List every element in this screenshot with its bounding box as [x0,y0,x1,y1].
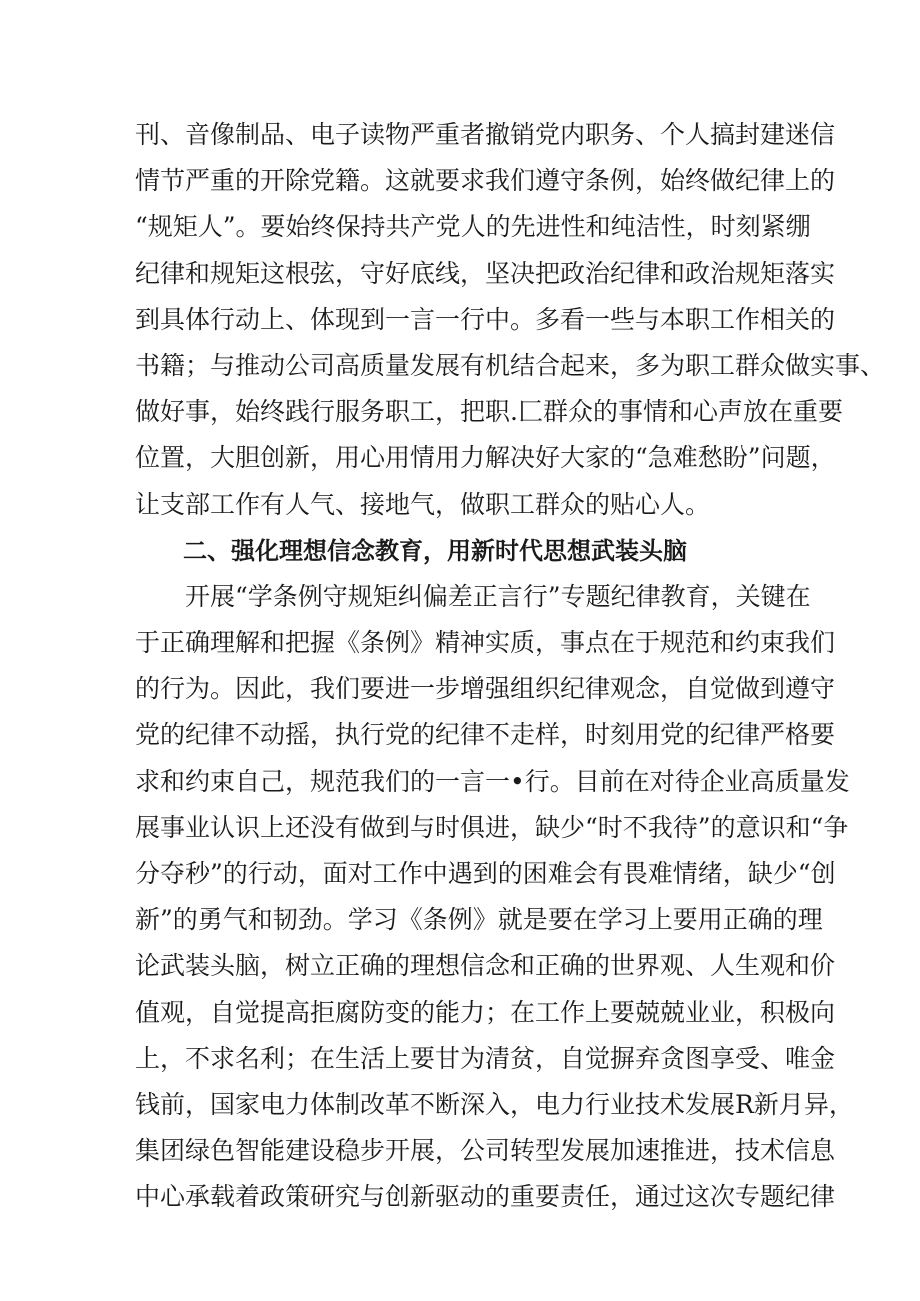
text-line: 党的纪律不动摇，执行党的纪律不走样，时刻用党的纪律严格要 [135,720,836,750]
document-body [135,112,886,1221]
text-line: 位置，大胆创新，用心用情用力解决好大家的“急难愁盼”问题， [135,443,836,473]
text-line: 中心承载着政策研究与创新驱动的重要责任，通过这次专题纪律 [135,1182,836,1212]
text-line: 的行为。因此，我们要进一步增强组织纪律观念，自觉做到遵守 [135,674,836,704]
text-line: 开展“学条例守规矩纠偏差正言行”专题纪律教育，关键在 [185,581,811,611]
text-line: 论武装头脑，树立正确的理想信念和正确的世界观、人生观和价 [135,951,836,981]
text-line: 值观，自觉提高拒腐防变的能力；在工作上要兢兢业业，积极向 [135,997,836,1027]
text-line: 钱前，国家电力体制改革不断深入，电力行业技术发展R新月异， [135,1089,854,1119]
text-line: 纪律和规矩这根弦，守好底线，坚决把政治纪律和政治规矩落实 [135,258,836,288]
text-line: 让支部工作有人气、接地气，做职工群众的贴心人。 [135,489,711,519]
text-line: 上，不求名利；在生活上要甘为清贫，自觉摒弃贪图享受、唯金 [135,1043,836,1073]
text-line: 集团绿色智能建设稳步开展，公司转型发展加速推进，技术信息 [135,1136,836,1166]
text-line: 书籍；与推动公司高质量发展有机结合起来，多为职工群众做实事、 [135,350,886,380]
section-heading: 二、强化理想信念教育，用新时代思想武装头脑 [183,536,687,565]
text-line: 做好事，始终践行服务职工，把职.匚群众的事情和心声放在重要 [135,397,843,427]
text-line: 分夺秒”的行动，面对工作中遇到的困难会有畏难情绪，缺少“创 [135,859,836,888]
text-line: 新”的勇气和韧劲。学习《条例》就是要在学习上要用正确的理 [135,905,823,935]
text-line: “规矩人”。要始终保持共产党人的先进性和纯洁性，时刻紧绷 [135,212,811,242]
text-line: 刊、音像制品、电子读物严重者撤销党内职务、个人搞封建迷信 [135,120,836,149]
text-line: 于正确理解和把握《条例》精神实质，事点在于规范和约束我们 [135,628,836,658]
text-line: 展事业认识上还没有做到与时俱进，缺少“时不我待”的意识和“争 [135,812,849,842]
text-line: 情节严重的开除党籍。这就要求我们遵守条例，始终做纪律上的 [135,166,836,196]
text-line: 到具体行动上、体现到一言一行中。多看一些与本职工作相关的 [135,304,836,334]
text-line: 求和约束自己，规范我们的一言一•行。目前在对待企业高质量发 [135,766,850,796]
